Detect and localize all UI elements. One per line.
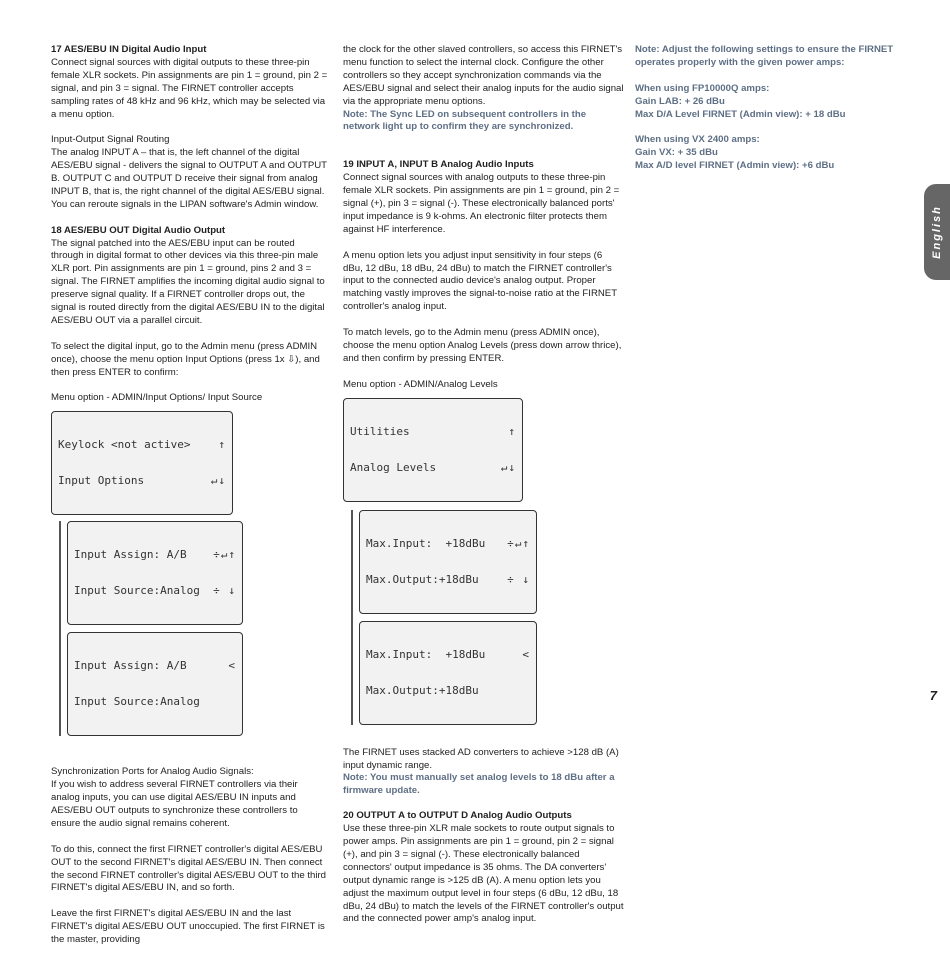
section-18-title: 18 AES/EBU OUT Digital Audio Output: [51, 224, 226, 236]
lcd-display-levels-a: [359, 510, 537, 614]
section-17-body: Connect signal sources with digital outputs to these three-pin female XLR sockets. Pin assignments are pin 1 = ground, pin 2 = signal, and pin 3 = signal. The FIRNET controller accepts sampling rates of 48 kHz and 96 kHz, which may be selected via a menu option.: [51, 56, 328, 120]
column-left: [51, 44, 329, 960]
lcd-line: Max.Input: +18dBu: [366, 647, 486, 661]
lcd-line: Input Source:Analog: [74, 695, 200, 709]
sync-section: [51, 766, 329, 831]
column-right: [635, 44, 895, 173]
language-tab-label: English: [931, 205, 943, 259]
enter-down-icon: ↵↓: [500, 460, 516, 474]
lcd-display-main: [343, 398, 523, 502]
menu-option-label: Menu option - ADMIN/Input Options/ Input Source: [51, 392, 263, 404]
section-19-title: 19 INPUT A, INPUT B Analog Audio Inputs: [343, 159, 534, 171]
sync-body: If you wish to address several FIRNET controllers via their analog inputs, you can use digital AES/EBU IN inputs and AES/EBU OUT outputs to synchronize these controllers to ensure the audio signal remains coherent.: [51, 779, 298, 829]
section-18: [51, 225, 329, 328]
vx-max-level: Max A/D level FIRNET (Admin view): +6 dBu: [635, 160, 835, 172]
up-arrow-icon: ↑: [218, 438, 226, 452]
fp-settings: [635, 83, 895, 122]
section-18-body: The signal patched into the AES/EBU input can be routed through in digital format to other devices via this three-pin male XLR port. Pin assignments are pin 1 = ground, pins 2 and 3 = signal. The FIRNET amplifies the incoming digital audio signal to preserve signal quality. If a FIRNET controller drops out, the signal is routed directly from the digital AES/EBU IN to the digital AES/EBU OUT via a parallel circuit.: [51, 237, 325, 326]
note-sync-led: Note: The Sync LED on subsequent controllers in the network light up to confirm they are synchronized.: [343, 108, 587, 133]
lcd-line: Input Source:Analog: [74, 584, 200, 598]
lcd-line: Analog Levels: [350, 460, 437, 474]
note-analog-levels: Note: You must manually set analog levels to 18 dBu after a firmware update.: [343, 772, 615, 797]
select-input-text: To select the digital input, go to the Admin menu (press ADMIN once), choose the menu option Input Options (press 1x ⇩), and then press ENTER to confirm:: [51, 340, 320, 378]
note-amps-intro: Note: Adjust the following settings to ensure the FIRNET operates properly with the given power amps:: [635, 44, 894, 68]
fp-title: When using FP10000Q amps:: [635, 82, 770, 94]
sync-title: Synchronization Ports for Analog Audio Signals:: [51, 766, 254, 778]
nav-arrows-icon: ÷ ↓: [507, 572, 530, 586]
vx-gain: Gain VX: + 35 dBu: [635, 147, 718, 159]
sync-body-2: To do this, connect the first FIRNET controller's digital AES/EBU OUT to the second FIRNET's digital AES/EBU IN. Then connect the second FIRNET controller's digital AES/EBU OUT to the third FIRNET's digital AES/EBU IN, and so forth.: [51, 843, 327, 894]
lcd-display-levels-b: [359, 621, 537, 725]
fp-max-level: Max D/A Level FIRNET (Admin view): + 18 dBu: [635, 108, 846, 120]
page-number: 7: [929, 688, 937, 703]
section-17: [51, 44, 329, 121]
routing-title: Input-Output Signal Routing: [51, 134, 170, 146]
lcd-line: Keylock <not active>: [58, 438, 191, 452]
lcd-bracket: [351, 510, 624, 725]
section-19-body: Connect signal sources with analog outputs to these three-pin female XLR sockets. Pin assignments are pin 1 = ground, pin 2 = signal (+), pin 3 = signal (-). These electronically balanced ports' input impedance is 9 k-ohms. An electronic filter protects them against HF interference.: [343, 172, 620, 235]
lcd-line: Max.Input: +18dBu: [366, 536, 486, 550]
lcd-line: Input Assign: A/B: [74, 548, 187, 562]
lcd-bracket: [59, 521, 329, 736]
section-20-body: Use these three-pin XLR male sockets to route output signals to power amps. Pin assignments are pin 1 = ground, pin 2 = signal (+), and pin 3 = signal (-). These electronically balanced connectors' output impedance is 35 ohms. The DA converters' output dynamic range is >125 dB (A). A menu option lets you adjust the maximum output level in four steps (6 dBu, 12 dBu, 18 dBu, 24 dBu) to match the levels of the FIRNET controller's output and the connected power amp's analog input.: [343, 823, 624, 925]
section-19-body-2: A menu option lets you adjust input sensitivity in four steps (6 dBu, 12 dBu, 18 dBu, 24 dBu) to match the FIRNET controller's input to the connected audio device's analog output. Proper matching vastly improves the signal-to-noise ratio at the FIRNET controller's analog input.: [343, 249, 617, 313]
lcd-line: Max.Output:+18dBu: [366, 572, 479, 586]
vx-settings: [635, 134, 895, 173]
enter-down-icon: ↵↓: [210, 474, 226, 488]
lcd-analog-levels: [343, 398, 624, 725]
routing-section: [51, 134, 329, 211]
lcd-display-main: [51, 411, 233, 515]
section-19-body-3: To match levels, go to the Admin menu (press ADMIN once), choose the menu option Analog Levels (press down arrow thrice), and then confirm by pressing ENTER.: [343, 327, 622, 364]
nav-arrows-icon: ÷ ↓: [213, 584, 236, 598]
language-tab[interactable]: [924, 184, 950, 280]
vx-title: When using VX 2400 amps:: [635, 134, 760, 146]
up-arrow-icon: ↑: [508, 424, 516, 438]
sync-body-3: Leave the first FIRNET's digital AES/EBU IN and the last FIRNET's digital AES/EBU OUT unoccupied. The first FIRNET is the master, providing: [51, 908, 325, 946]
lcd-display-assign-a: [67, 521, 243, 625]
lcd-input-options: [51, 411, 329, 736]
left-arrow-icon: <: [228, 659, 236, 673]
lcd-line: Input Options: [58, 474, 145, 488]
section-20: [343, 810, 624, 926]
nav-arrows-icon: ÷↵↑: [507, 536, 530, 550]
section-20-title: 20 OUTPUT A to OUTPUT D Analog Audio Outputs: [343, 810, 572, 822]
lcd-line: Utilities: [350, 424, 410, 438]
converters-text: The FIRNET uses stacked AD converters to achieve >128 dB (A) input dynamic range.: [343, 746, 619, 771]
routing-body: The analog INPUT A – that is, the left channel of the digital AES/EBU signal - delivers the signal to OUTPUT A and OUTPUT B. OUTPUT C and OUTPUT D receive their signal from analog INPUT B, that is, the right channel of the digital AES/EBU signal. You can reroute signals in the LIPAN software's Admin window.: [51, 147, 327, 210]
section-17-title: 17 AES/EBU IN Digital Audio Input: [51, 44, 207, 55]
lcd-line: Max.Output:+18dBu: [366, 683, 479, 697]
section-19: [343, 159, 624, 236]
left-arrow-icon: <: [522, 647, 530, 661]
lcd-display-assign-b: [67, 632, 243, 736]
nav-arrows-icon: ÷↵↑: [213, 548, 236, 562]
column-middle: [343, 44, 624, 939]
lcd-line: Input Assign: A/B: [74, 659, 187, 673]
clock-continuation: the clock for the other slaved controllers, so access this FIRNET's menu function to select the internal clock. Configure the other controllers so they accept synchronization commands via the AES/EBU signal and select their analog inputs for the audio signal via the appropriate menu options.: [343, 44, 624, 107]
fp-gain: Gain LAB: + 26 dBu: [635, 95, 725, 107]
menu-option-label: Menu option - ADMIN/Analog Levels: [343, 378, 498, 390]
